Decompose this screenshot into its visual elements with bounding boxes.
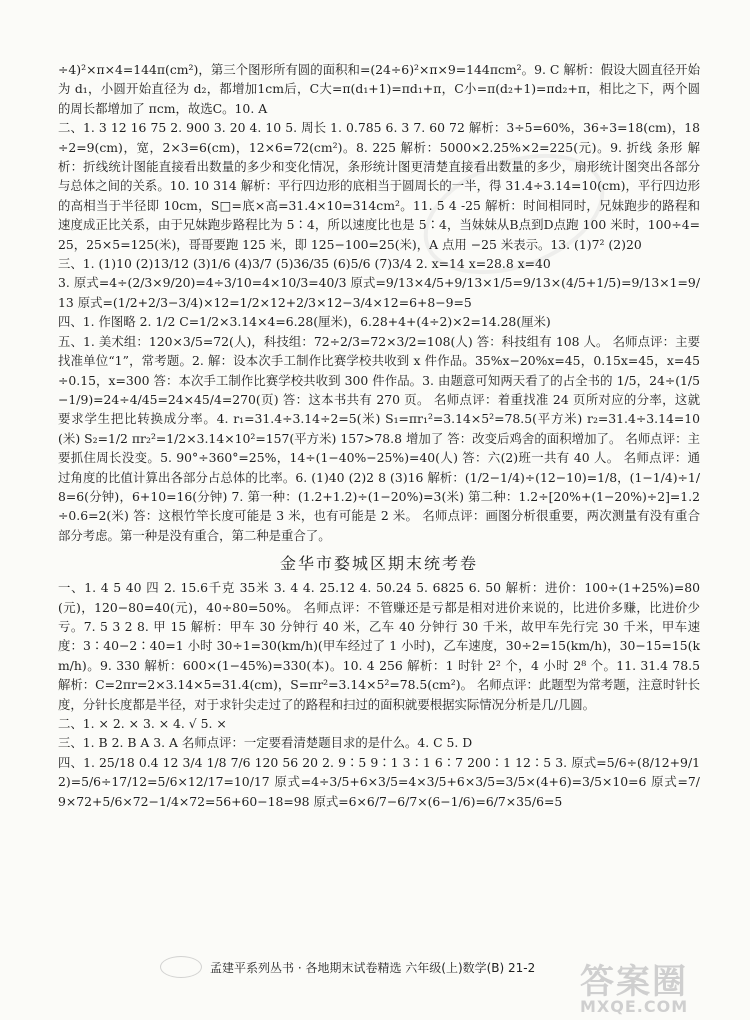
leaf-icon xyxy=(160,956,202,978)
answer-paragraph-1: ÷4)²×π×4=144π(cm²)，第三个图形所有圆的面积和=(24÷6)²×π×9=144πcm²。9. C 解析：假设大圆直径开始为 d₁，小圆开始直径为 d₂，都增加1cm后，C大=π(d₁+1)=πd₁+π，C小=π(d₂+1)=πd₂+π，相比之下，两个圆的周长都增加了 πcm，故选C。10. A xyxy=(58,62,700,116)
answer-paragraph-10: 四、1. 25/18 0.4 12 3/4 1/8 7/6 120 56 20 2. 9∶5 9∶1 3∶1 6∶7 200∶1 12∶5 3. 原式=5/6÷(8/12+9/12)=5/6÷17/12=5/6×12/17=10/17 原式=4÷3/5+6×3/5=4×3/5+6×3/5=3/5×(4+6)=3/5×10=6 原式=7/9×72+5/6×72−1/4×72=56+60−18=98 原式=6×6/7−6/7×(6−1/6)=6/7×35/6=5 xyxy=(58,754,700,809)
watermark-text: 答案圈 xyxy=(580,962,688,1002)
answer-page xyxy=(58,60,700,811)
answer-paragraph-7: 一、1. 4 5 40 四 2. 15.6千克 35米 3. 4 4. 25.12 4. 50.24 5. 6825 6. 50 解析：进价：100÷(1+25%)=80(元)，120−80=40(元)，40÷80=50%。 名师点评：不管赚还是亏都是相对进价来说的，比进价多赚，比进价少亏。7. 5 3 2 8. 甲 15 解析：甲车 30 分钟行 40 米，乙车 40 分钟行 30 千米，故甲车先行完 30 千米，甲车速度：3∶40−2∶40=1 小时 30÷1=30(km/h)(甲车经过了 1 小时)，乙车速度，30÷2=15(km/h)，30−15=15(km/h)。9. 330 解析：600×(1−45%)=330(本)。10. 4 256 解析：1 时针 2² 个，4 小时 2⁸ 个。11. 31.4 78.5 解析：C=2πr=2×3.14×5=31.4(cm)，S=πr²=3.14×5²=78.5(cm²)。 名师点评：此题型为常考题，注意时针长度，分针长度都是半径，对于求针尖走过了的路程和扫过的面积就要根据实际情况分析是几/几圆。 xyxy=(58,580,700,712)
watermark-logo xyxy=(580,954,740,1014)
watermark-url: MXQE.COM xyxy=(580,997,689,1016)
answer-paragraph-5: 四、1. 作图略 2. 1/2 C=1/2×3.14×4=6.28(厘米)，6.28+4+(4÷2)×2=14.28(厘米) xyxy=(58,314,551,330)
page-footer xyxy=(160,955,590,979)
answer-paragraph-9: 三、1. B 2. B A 3. A 名师点评：一定要看清楚题目求的是什么。4. C 5. D xyxy=(58,735,473,751)
answer-paragraph-2: 二、1. 3 12 16 75 2. 900 3. 20 4. 10 5. 周长 1. 0.785 6. 3 7. 60 72 解析：3÷5=60%，36÷3=18(cm)，18÷2=9(cm)，宽，2×3=6(cm)，12×6=72(cm²)。8. 225 解析：5000×2.25%×2=225(元)。9. 折线 条形 解析：折线统计图能直接看出数量的多少和变化情况，条形统计图更清楚直接看出数量的多少，扇形统计图突出各部分与总体之间的关系。10. 10 314 解析：平行四边形的底相当于圆周长的一半，得 31.4÷3.14=10(cm)，平行四边形的高相当于半径即 10cm，S□=底×高=31.4×10=314cm²。11. 5 4 -25 解析：时间相同时，兄妹跑步的路程和速度成正比关系，由于兄妹跑步路程比为 5∶4，所以速度比也是 5∶4，当妹妹从B点到D点跑 100 米时，100÷4=25，25×5=125(米)，哥哥要跑 125 米，即 125−100=25(米)，A 点用 −25 米表示。13. (1)7² (2)20 xyxy=(58,120,700,252)
footer-text: 孟建平系列丛书 · 各地期末试卷精选 六年级(上)数学(B) 21-2 xyxy=(210,960,536,975)
answer-paragraph-8: 二、1. × 2. × 3. × 4. √ 5. × xyxy=(58,716,227,731)
answer-paragraph-6: 五、1. 美术组：120×3/5=72(人)，科技组：72÷2/3=72×3/2=108(人) 答：科技组有 108 人。 名师点评：主要找准单位“1”，常考题。2. 解：设本次手工制作比赛学校共收到 x 件作品。35%x−20%x=45，0.15x=45，x=45÷0.15，x=300 答：本次手工制作比赛学校共收到 300 件作品。3. 由题意可知两天看了的占全书的 1/5，24÷(1/5−1/9)=24÷4/45=24×45/4=270(页) 答：这本书共有 270 页。 名师点评：着重找准 24 页所对应的分率，这就要求学生把比转换成分率。4. r₁=31.4÷3.14÷2=5(米) S₁=πr₁²=3.14×5²=78.5(平方米) r₂=31.4÷3.14=10(米) S₂=1/2 πr₂²=1/2×3.14×10²=157(平方米) 157>78.8 增加了 答：改变后鸡舍的面积增加了。 名师点评：主要抓住周长没变。5. 90°÷360°=25%，14÷(1−40%−25%)=40(人) 答：六(2)班一共有 40 人。 名师点评：通过角度的比值计算出各部分占总体的比率。6. (1)40 (2)2 8 (3)16 解析：(1/2−1/4)÷(12−10)=1/8，(1−1/4)÷1/8=6(分钟)，6+10=16(分钟) 7. 第一种：(1.2+1.2)÷(1−20%)=3(米) 第二种：1.2÷[20%+(1−20%)÷2]=1.2÷0.6=2(米) 答：这根竹竿长度可能是 3 米，也有可能是 2 米。 名师点评：画图分析很重要，两次测量有没有重合部分考虑。第一种是没有重合，第二种是重合了。 xyxy=(58,333,700,543)
answer-paragraph-4: 3. 原式=4÷(2/3×9/20)=4÷3/10=4×10/3=40/3 原式=9/13×4/5+9/13×1/5=9/13×(4/5+1/5)=9/13×1=9/13 原式=(1/2+2/3−3/4)×12=1/2×12+2/3×12−3/4×12=6+8−9=5 xyxy=(58,275,700,310)
answer-paragraph-3: 三、1. (1)10 (2)13/12 (3)1/6 (4)3/7 (5)36/35 (6)5/6 (7)3/4 2. x=14 x=28.8 x=40 xyxy=(58,256,551,272)
exam-section-title: 金华市婺城区期末统考卷 xyxy=(279,554,478,574)
